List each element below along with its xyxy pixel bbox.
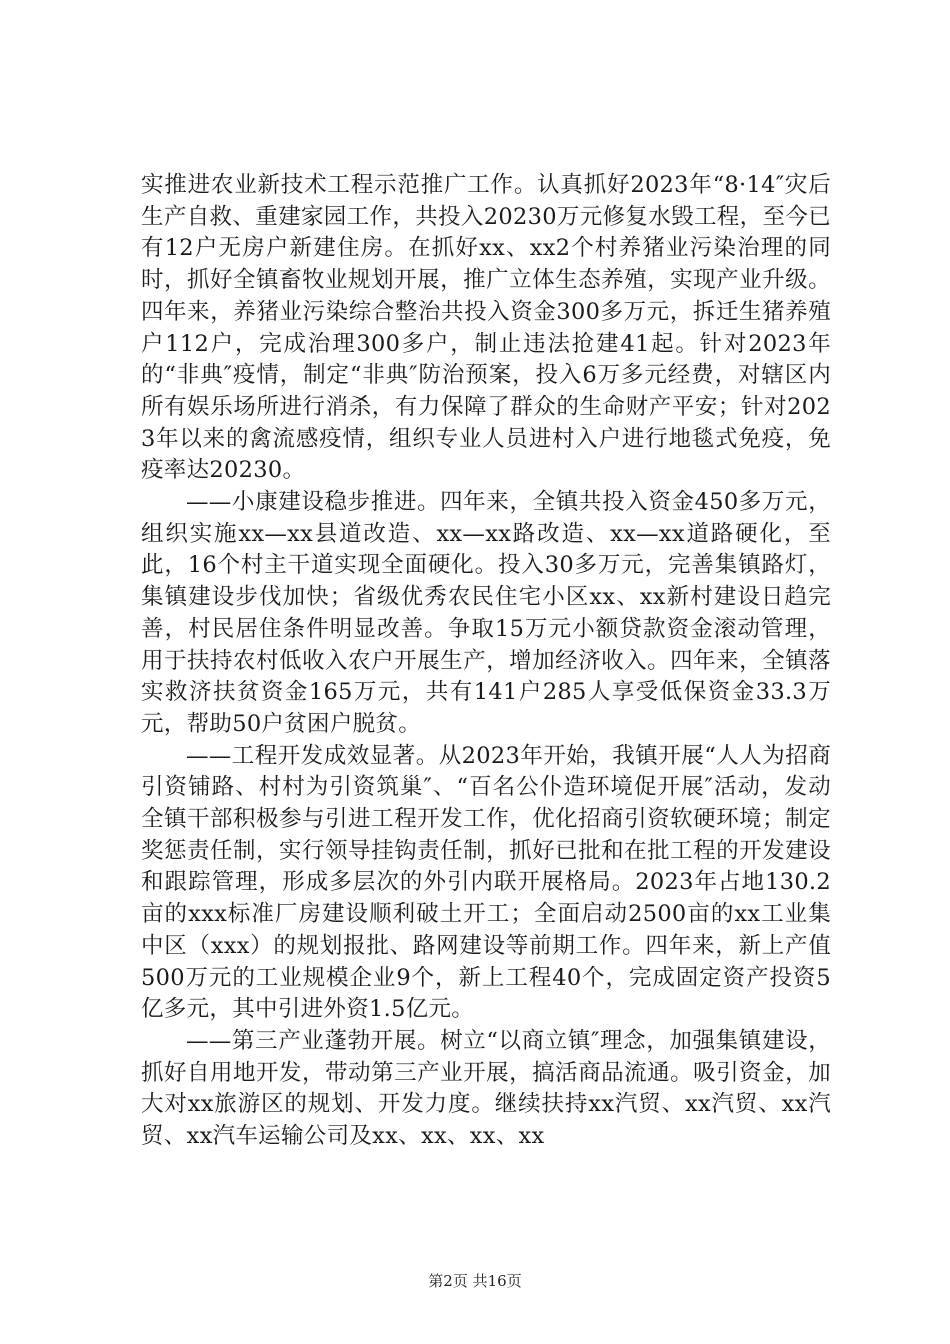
paragraph-agriculture-continued: 实推进农业新技术工程示范推广工作。认真抓好2023年“8·14″灾后生产自救、重建家园工作，共投入20230万元修复水毁工程，至今已有12户无房户新建住房。在抓好xx、xx2个村养猪业污染治理的同时，抓好全镇畜牧业规划开展，推广立体生态养殖，实现产业升级。四年来，养猪业污染综合整治共投入资金300多万元，拆迁生猪养殖户112户，完成治理300多户，制止违法抢建41起。针对2023年的“非典″疫情，制定“非典″防治预案，投入6万多元经费，对辖区内所有娱乐场所进行消杀，有力保障了群众的生命财产平安；针对2023年以来的禽流感疫情，组织专业人员进村入户进行地毯式免疫，免疫率达20230。 [141,172,831,484]
paragraph-project-development: ——工程开发成效显著。从2023年开始，我镇开展“人人为招商引资铺路、村村为引资筑巢″、“百名公仆造环境促开展″活动，发动全镇干部积极参与引进工程开发工作，优化招商引资软硬环境；制定奖惩责任制，实行领导挂钩责任制，抓好已批和在批工程的开发建设和跟踪管理，形成多层次的外引内联开展格局。2023年占地130.2亩的xxx标准厂房建设顺利破土开工；全面启动2500亩的xx工业集中区（xxx）的规划报批、路网建设等前期工作。四年来，新上产值500万元的工业规模企业9个，新上工程40个，完成固定资产投资5亿多元，其中引进外资1.5亿元。 [141,742,831,1023]
paragraph-tertiary-industry: ——第三产业蓬勃开展。树立“以商立镇″理念，加强集镇建设，抓好自用地开发，带动第三产业开展，搞活商品流通。吸引资金，加大对xx旅游区的规划、开发力度。继续扶持xx汽贸、xx汽贸、xx汽贸、xx汽车运输公司及xx、xx、xx、xx [141,1027,831,1150]
document-body [141,170,831,1153]
page-number-footer: 第2页 共16页 [428,1272,522,1290]
paragraph-xiaokang-construction: ——小康建设稳步推进。四年来，全镇共投入资金450多万元，组织实施xx—xx县道改造、xx—xx路改造、xx—xx道路硬化，至此，16个村主干道实现全面硬化。投入30多万元，完善集镇路灯，集镇建设步伐加快；省级优秀农民住宅小区xx、xx新村建设日趋完善，村民居住条件明显改善。争取15万元小额贷款资金滚动管理，用于扶持农村低收入农户开展生产，增加经济收入。四年来，全镇落实救济扶贫资金165万元，共有141户285人享受低保资金33.3万元，帮助50户贫困户脱贫。 [141,489,831,737]
